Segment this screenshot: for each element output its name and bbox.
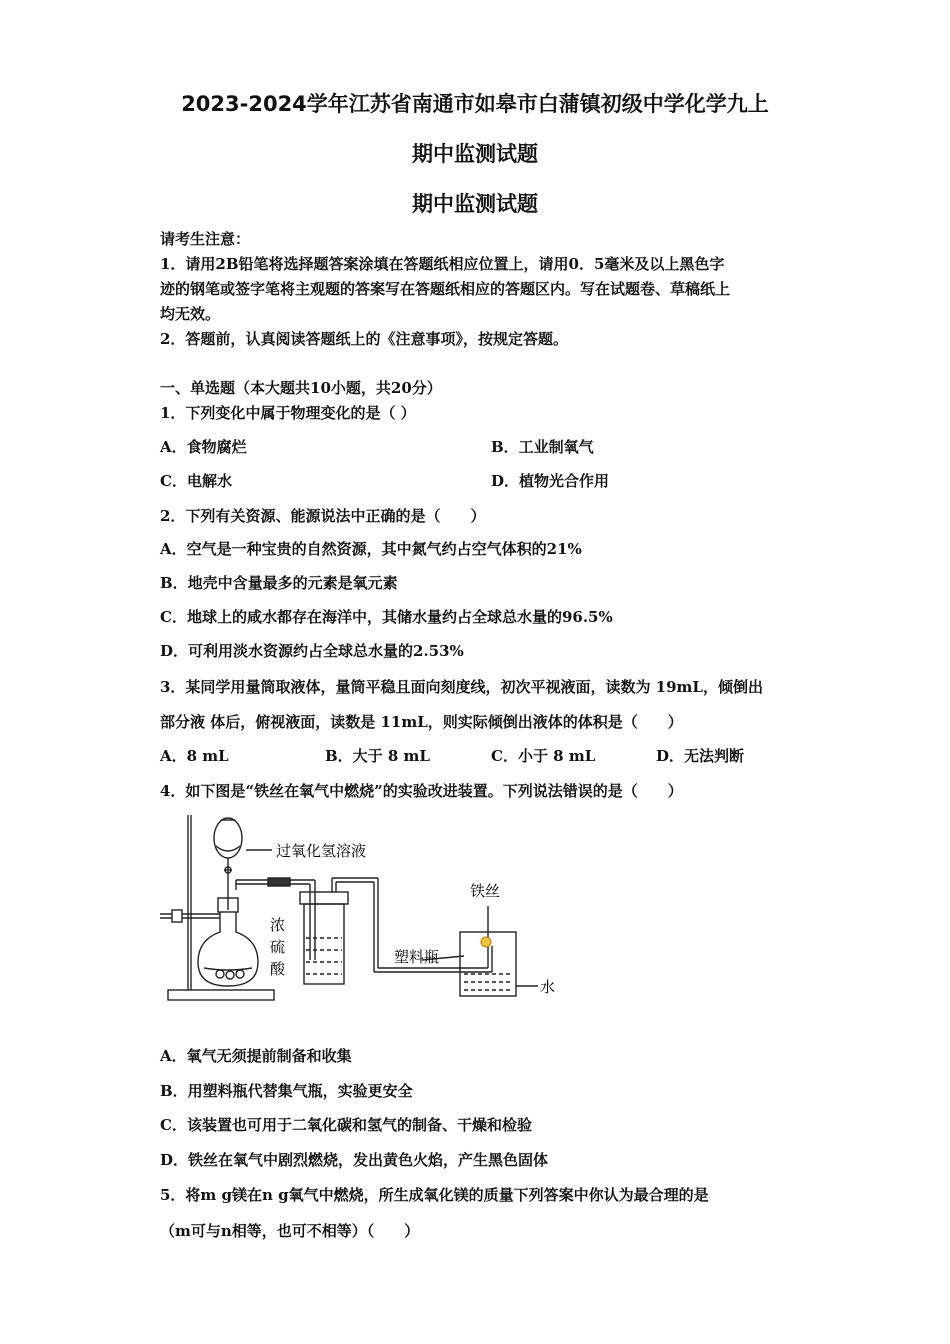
notice-1b: 迹的钢笔或签字笔将主观题的答案写在答题纸相应的答题区内。写在试题卷、草稿纸上 — [160, 280, 731, 298]
q5-stem-2: （m可与n相等，也可不相等）（ ） — [160, 1222, 420, 1240]
q2-option-d: D．可利用淡水资源约占全球总水量的2.53% — [160, 642, 464, 660]
section-title: 一、单选题（本大题共10小题，共20分） — [160, 379, 442, 397]
notice-1a: 1．请用2B铅笔将选择题答案涂填在答题纸相应位置上，请用0．5毫米及以上黑色字 — [160, 255, 725, 273]
apparatus-diagram — [160, 810, 560, 1010]
notice-1c: 均无效。 — [160, 305, 221, 323]
title-line-3: 期中监测试题 — [412, 192, 538, 216]
label-acid-2: 硫 — [270, 938, 286, 956]
q1-stem: 1．下列变化中属于物理变化的是（ ） — [160, 404, 416, 422]
q1-option-b: B．工业制氧气 — [491, 438, 594, 456]
q3-stem-2: 部分液 体后，俯视液面，读数是 11mL，则实际倾倒出液体的体积是（ ） — [160, 713, 683, 731]
title-line-1: 2023-2024学年江苏省南通市如皋市白蒲镇初级中学化学九上 — [181, 92, 769, 116]
separatory-funnel — [214, 818, 242, 858]
q4-option-d: D．铁丝在氧气中剧烈燃烧，发出黄色火焰，产生黑色固体 — [160, 1151, 549, 1169]
notice-heading: 请考生注意： — [160, 230, 251, 248]
q4-option-b: B．用塑料瓶代替集气瓶，实验更安全 — [160, 1082, 413, 1100]
q3-option-c: C．小于 8 mL — [491, 747, 596, 765]
stand-base — [168, 990, 274, 1000]
label-water: 水 — [540, 978, 556, 996]
q4-stem: 4．如下图是“铁丝在氧气中燃烧”的实验改进装置。下列说法错误的是（ ） — [160, 782, 683, 800]
q1-option-a: A．食物腐烂 — [160, 438, 247, 456]
label-bottle: 塑料瓶 — [394, 948, 440, 966]
q3-stem-1: 3．某同学用量筒取液体，量筒平稳且面向刻度线，初次平视液面，读数为 19mL，倾倒出 — [160, 678, 763, 696]
q2-stem: 2．下列有关资源、能源说法中正确的是（ ） — [160, 507, 486, 525]
flame-icon — [481, 937, 491, 947]
label-h2o2: 过氧化氢溶液 — [276, 842, 367, 860]
bottle-stopper — [300, 892, 348, 904]
label-acid-3: 酸 — [270, 960, 286, 978]
q5-stem-1: 5．将m g镁在n g氧气中燃烧，所生成氧化镁的质量下列答案中你认为最合理的是 — [160, 1186, 709, 1204]
apparatus-figure — [160, 810, 560, 1010]
q2-option-c: C．地球上的咸水都存在海洋中，其储水量约占全球总水量的96.5% — [160, 608, 613, 626]
q3-option-b: B．大于 8 mL — [325, 747, 430, 765]
label-acid-1: 浓 — [270, 916, 286, 934]
rubber-connector — [268, 878, 290, 886]
title-line-2: 期中监测试题 — [412, 142, 538, 166]
q2-option-a: A．空气是一种宝贵的自然资源，其中氮气约占空气体积的21% — [160, 540, 582, 558]
label-wire: 铁丝 — [470, 882, 501, 900]
q2-option-b: B．地壳中含量最多的元素是氧元素 — [160, 574, 398, 592]
q4-option-c: C．该装置也可用于二氧化碳和氢气的制备、干燥和检验 — [160, 1116, 532, 1134]
q1-option-d: D．植物光合作用 — [491, 472, 610, 490]
q3-option-a: A．8 mL — [160, 747, 229, 765]
round-flask — [198, 912, 258, 986]
notice-2: 2．答题前，认真阅读答题纸上的《注意事项》，按规定答题。 — [160, 330, 568, 348]
q4-option-a: A．氧气无须提前制备和收集 — [160, 1047, 352, 1065]
q3-option-d: D．无法判断 — [656, 747, 745, 765]
q1-option-c: C．电解水 — [160, 472, 232, 490]
